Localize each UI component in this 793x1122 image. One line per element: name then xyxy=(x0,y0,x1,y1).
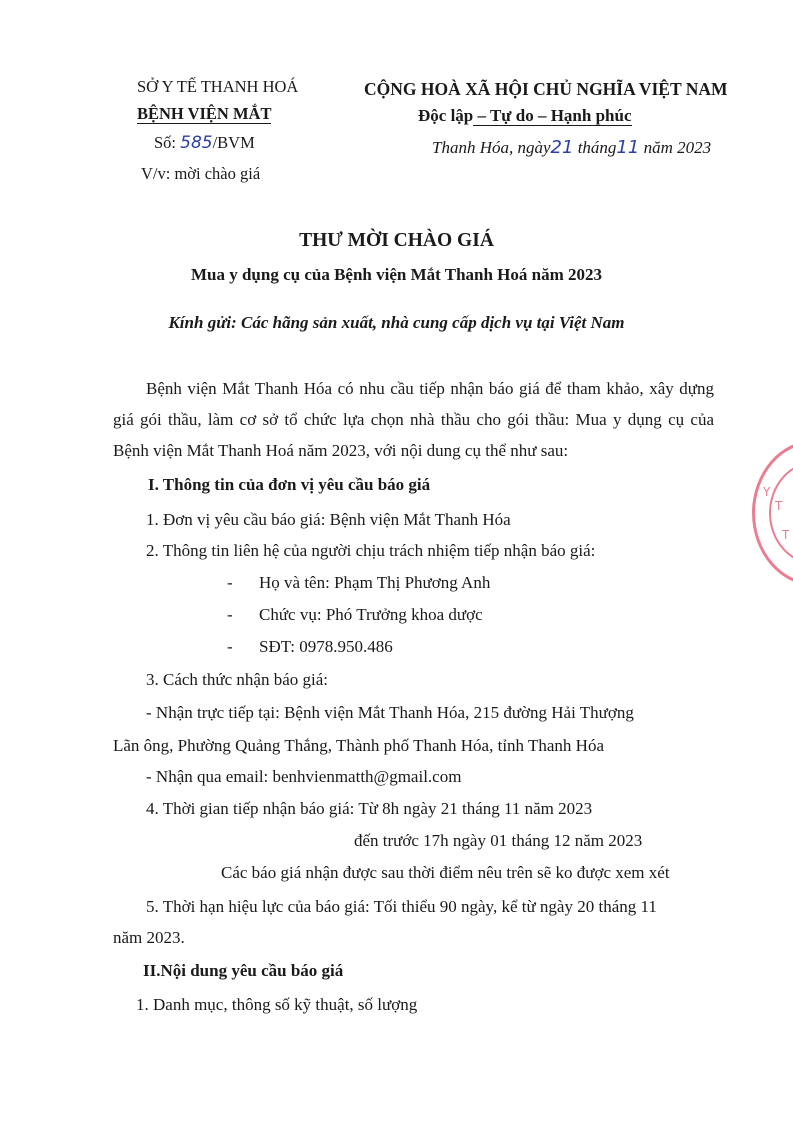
motto-freedom xyxy=(473,106,550,126)
section-1-item-5-line-1: 5. Thời hạn hiệu lực của báo giá: Tối thiểu 90 ngày, kể từ ngày 20 tháng 11 xyxy=(146,897,657,916)
document-title: THƯ MỜI CHÀO GIÁ xyxy=(299,230,494,251)
section-1-heading: I. Thông tin của đơn vị yêu cầu báo giá xyxy=(148,475,431,494)
section-1-item-3: 3. Cách thức nhận báo giá: xyxy=(146,670,328,689)
document-number xyxy=(154,133,255,153)
document-subtitle: Mua y dụng cụ của Bệnh viện Mắt Thanh Hoá năm 2023 xyxy=(190,265,603,284)
motto-separator: – xyxy=(473,106,490,125)
hospital-name-text: BỆNH VIỆN MẮT xyxy=(137,104,272,123)
section-2-item-1: 1. Danh mục, thông số kỹ thuật, số lượng xyxy=(136,995,418,1014)
section-1-item-5-line-2: năm 2023. xyxy=(113,928,185,947)
motto-separator: – xyxy=(533,106,551,125)
contact-name: Họ và tên: Phạm Thị Phương Anh xyxy=(259,573,491,592)
nation-title: CỘNG HOÀ XÃ HỘI CHỦ NGHĨA VIỆT NAM xyxy=(364,79,728,99)
issue-date-month-word: tháng xyxy=(577,138,617,157)
document-number-prefix: Số: xyxy=(154,133,177,152)
document-number-handwritten: 585 xyxy=(180,133,213,153)
issue-date-month: 11 xyxy=(616,137,640,158)
contact-dash: - xyxy=(227,573,233,592)
stamp-letter: T xyxy=(775,499,783,513)
section-1-item-4-end: đến trước 17h ngày 01 tháng 12 năm 2023 xyxy=(354,831,643,850)
motto-freedom-text: Tự do xyxy=(489,106,534,125)
section-1-item-1: 1. Đơn vị yêu cầu báo giá: Bệnh viện Mắt Thanh Hóa xyxy=(146,510,511,529)
stamp-letter: T xyxy=(782,528,790,542)
issue-date xyxy=(432,137,711,158)
motto-happiness: Hạnh phúc xyxy=(550,106,632,125)
issue-date-year: năm 2023 xyxy=(643,138,712,157)
receive-direct-line-1: - Nhận trực tiếp tại: Bệnh viện Mắt Thanh Hóa, 215 đường Hải Thượng xyxy=(146,703,634,722)
receive-email: - Nhận qua email: benhvienmatth@gmail.com xyxy=(146,767,462,786)
section-1-item-2: 2. Thông tin liên hệ của người chịu trách nhiệm tiếp nhận báo giá: xyxy=(146,541,596,560)
section-1-item-4: 4. Thời gian tiếp nhận báo giá: Từ 8h ngày 21 tháng 11 năm 2023 xyxy=(146,799,593,818)
official-stamp-inner-ring xyxy=(769,461,793,565)
recipient-line: Kính gửi: Các hãng sản xuất, nhà cung cấp dịch vụ tại Việt Nam xyxy=(168,313,625,332)
contact-position: Chức vụ: Phó Trưởng khoa dược xyxy=(259,605,483,624)
intro-paragraph: Bệnh viện Mắt Thanh Hóa có nhu cầu tiếp nhận báo giá để tham khảo, xây dựng giá gói thầu, làm cơ sở tổ chức lựa chọn nhà thầu cho gói thầu: Mua y dụng cụ của Bệnh viện Mắt Thanh Hoá năm 2023, với nội dung cụ thể như sau: xyxy=(113,379,714,460)
motto-independence: Độc lập xyxy=(418,106,474,125)
hospital-name xyxy=(137,104,271,124)
stamp-letter: Y xyxy=(763,485,771,499)
section-1-item-4-note: Các báo giá nhận được sau thời điểm nêu trên sẽ ko được xem xét xyxy=(221,863,670,882)
issue-date-day: 21 xyxy=(550,137,574,158)
receive-direct-line-2: Lãn ông, Phường Quảng Thắng, Thành phố Thanh Hóa, tỉnh Thanh Hóa xyxy=(113,736,604,755)
document-number-suffix: /BVM xyxy=(212,133,255,152)
document-subject: V/v: mời chào giá xyxy=(141,164,261,183)
contact-dash: - xyxy=(227,637,233,656)
issue-date-place: Thanh Hóa, ngày xyxy=(432,138,551,157)
contact-dash: - xyxy=(227,605,233,624)
national-motto xyxy=(418,106,632,126)
department-name: SỞ Y TẾ THANH HOÁ xyxy=(137,77,299,96)
section-2-heading: II.Nội dung yêu cầu báo giá xyxy=(143,961,344,980)
contact-phone: SĐT: 0978.950.486 xyxy=(259,637,393,656)
official-stamp xyxy=(752,440,793,586)
